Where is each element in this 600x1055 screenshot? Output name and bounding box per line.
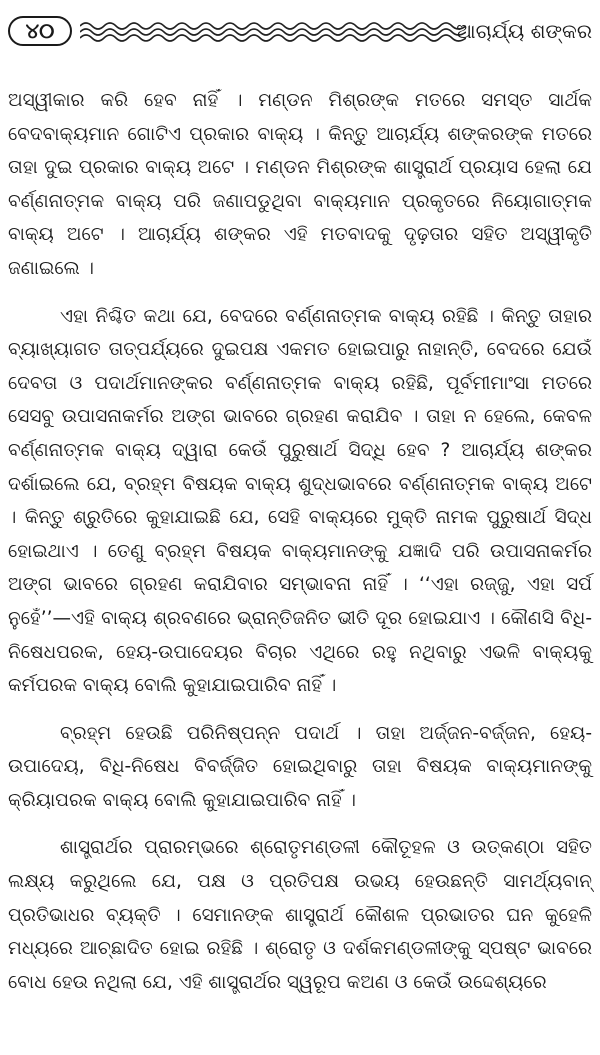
paragraph-3: ବ୍ରହ୍ମ ହେଉଛି ପରିନିଷ୍ପନ୍ନ ପଦାର୍ଥ । ତାହା ଅର୍ଜ୍ଜନ-ବର୍ଜ୍ଜନ, ହେୟ-ଉପାଦେୟ, ବିଧି-ନିଷେଧ ବିବର୍ଜ୍ଜିତ ହୋଇଥିବାରୁ ତାହା ବିଷୟକ ବାକ୍ୟମାନଙ୍କୁ କ୍ରିୟାପରକ ବାକ୍ୟ ବୋଲି କୁହାଯାଇପାରିବ ନାହିଁ । (8, 722, 592, 811)
paragraph-2: ଏହା ନିଶ୍ଚିତ କଥା ଯେ, ବେଦରେ ବର୍ଣ୍ଣନାତ୍ମକ ବାକ୍ୟ ରହିଛି । କିନ୍ତୁ ତାହାର ବ୍ୟାଖ୍ୟାଗତ ତାତ୍ପର୍ଯ୍ୟରେ ଦୁଇପକ୍ଷ ଏକମତ ହୋଇପାରୁ ନାହାନ୍ତି, ବେଦରେ ଯେଉଁ ଦେବତା ଓ ପଦାର୍ଥମାନଙ୍କର ବର୍ଣ୍ଣନାତ୍ମକ ବାକ୍ୟ ରହିଛି, ପୂର୍ବମୀମାଂସା ମତରେ ସେସବୁ ଉପାସନାକର୍ମର ଅଙ୍ଗ ଭାବରେ ଗ୍ରହଣ କରାଯିବ । ତାହା ନ ହେଲେ, କେବଳ ବର୍ଣ୍ଣନାତ୍ମକ ବାକ୍ୟ ଦ୍ୱାରା କେଉଁ ପୁରୁଷାର୍ଥ ସିଦ୍ଧି ହେବ ? ଆଚାର୍ଯ୍ୟ ଶଙ୍କର ଦର୍ଶାଇଲେ ଯେ, ବ୍ରହ୍ମ ବିଷୟକ ବାକ୍ୟ ଶୁଦ୍ଧଭାବରେ ବର୍ଣ୍ଣନାତ୍ମକ ବାକ୍ୟ ଅଟେ । କିନ୍ତୁ ଶ୍ରୁତିରେ କୁହାଯାଇଛି ଯେ, ସେହି ବାକ୍ୟରେ ମୁକ୍ତି ନାମକ ପୁରୁଷାର୍ଥ ସିଦ୍ଧ ହୋଇଥାଏ । ତେଣୁ ବ୍ରହ୍ମ ବିଷୟକ ବାକ୍ୟମାନଙ୍କୁ ଯଜ୍ଞାଦି ପରି ଉପାସନାକର୍ମର ଅଙ୍ଗ ଭାବରେ ଗ୍ରହଣ କରାଯିବାର ସମ୍ଭାବନା ନାହିଁ । ‘‘ଏହା ରଜ୍ଜୁ, ଏହା ସର୍ପ ନୁହେଁ’’—ଏହି ବାକ୍ୟ ଶ୍ରବଣରେ ଭ୍ରାନ୍ତିଜନିତ ଭୀତି ଦୂର ହୋଇଯାଏ । କୌଣସି ବିଧି-ନିଷେଧପରକ, ହେୟ-ଉପାଦେୟର ବିଚାର ଏଥିରେ ରହୁ ନଥିବାରୁ ଏଭଳି ବାକ୍ୟକୁ କର୍ମପରକ ବାକ୍ୟ ବୋଲି କୁହାଯାଇପାରିବ ନାହିଁ । (8, 305, 592, 697)
page-header (8, 14, 592, 56)
body-text (8, 84, 592, 1013)
running-title: ଆଚାର୍ଯ୍ୟ ଶଙ୍କର (456, 19, 592, 43)
paragraph-1: ଅସ୍ୱୀକାର କରି ହେବ ନାହିଁ । ମଣ୍ଡନ ମିଶ୍ରଙ୍କ ମତରେ ସମସ୍ତ ସାର୍ଥକ ବେଦବାକ୍ୟମାନ ଗୋଟିଏ ପ୍ରକାର ବାକ୍ୟ । କିନ୍ତୁ ଆଚାର୍ଯ୍ୟ ଶଙ୍କରଙ୍କ ମତରେ ତାହା ଦୁଇ ପ୍ରକାର ବାକ୍ୟ ଅଟେ । ମଣ୍ଡନ ମିଶ୍ରଙ୍କ ଶାସ୍ତ୍ରାର୍ଥ ପ୍ରୟାସ ହେଲା ଯେ ବର୍ଣ୍ଣନାତ୍ମକ ବାକ୍ୟ ପରି ଜଣାପଡୁଥିବା ବାକ୍ୟମାନ ପ୍ରକୃତରେ ନିୟୋଗାତ୍ମକ ବାକ୍ୟ ଅଟେ । ଆଚାର୍ଯ୍ୟ ଶଙ୍କର ଏହି ମତବାଦକୁ ଦୃଢ଼ତାର ସହିତ ଅସ୍ୱୀକୃତି ଜଣାଇଲେ । (8, 90, 592, 279)
wave-ornament (80, 18, 466, 46)
page-number: ୪୦ (8, 16, 72, 46)
paragraph-4: ଶାସ୍ତ୍ରାର୍ଥର ପ୍ରାରମ୍ଭରେ ଶ୍ରୋତୃମଣ୍ଡଳୀ କୌତୂହଳ ଓ ଉତ୍କଣ୍ଠା ସହିତ ଲକ୍ଷ୍ୟ କରୁଥିଲେ ଯେ, ପକ୍ଷ ଓ ପ୍ରତିପକ୍ଷ ଉଭୟ ହେଉଛନ୍ତି ସାମର୍ଥ୍ୟବାନ୍ ପ୍ରତିଭାଧର ବ୍ୟକ୍ତି । ସେମାନଙ୍କ ଶାସ୍ତ୍ରାର୍ଥ କୌଶଳ ପ୍ରଭାତର ଘନ କୁହେଳି ମଧ୍ୟରେ ଆଚ୍ଛାଦିତ ହୋଇ ରହିଛି । ଶ୍ରୋତୃ ଓ ଦର୍ଶକମଣ୍ଡଳୀଙ୍କୁ ସ୍ପଷ୍ଟ ଭାବରେ ବୋଧ ହେଉ ନଥିଲା ଯେ, ଏହି ଶାସ୍ତ୍ରାର୍ଥର ସ୍ୱରୂପ କଅଣ ଓ କେଉଁ ଉଦ୍ଦେଶ୍ୟରେ (8, 837, 592, 993)
